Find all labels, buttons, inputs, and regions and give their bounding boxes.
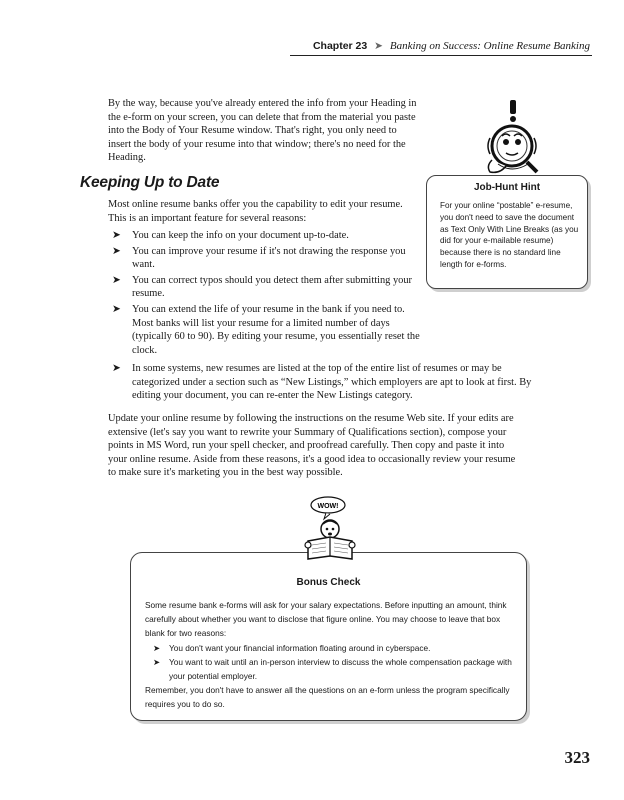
header-divider xyxy=(290,55,592,56)
running-header xyxy=(300,40,590,52)
arrow-bullet-icon: ➤ xyxy=(153,642,160,653)
feature-list xyxy=(112,229,422,359)
bonus-list xyxy=(145,641,517,684)
arrow-bullet-icon: ➤ xyxy=(112,303,121,315)
bonus-check-box xyxy=(130,552,527,721)
list-item: ➤ You can correct typos should you detect them after submitting your resume. xyxy=(112,274,413,300)
bonus-closing: Remember, you don't have to answer all the questions on an e-form unless the program specifically requires you to do so. xyxy=(145,685,510,710)
arrow-bullet-icon: ➤ xyxy=(153,656,160,667)
reading-person-icon xyxy=(296,495,366,567)
list-item: ➤ You want to wait until an in-person interview to discuss the whole compensation package with your potential employer. xyxy=(153,656,512,682)
detective-magnifier-icon xyxy=(472,98,556,182)
list-item: ➤ You can keep the info on your document up-to-date. xyxy=(112,230,349,241)
bonus-body xyxy=(145,598,517,712)
arrow-bullet-icon: ➤ xyxy=(112,274,121,286)
list-item: ➤ You don't want your financial information floating around in cyberspace. xyxy=(145,641,517,655)
hint-title: Job-Hunt Hint xyxy=(473,182,541,193)
header-arrow-icon: ➤ xyxy=(374,40,383,52)
chapter-label: Chapter 23 xyxy=(312,40,368,52)
hint-body: For your online “postable” e-resume, you don't need to save the document as Text Only With Line Breaks (as you did for your e-mailable resume) because there is no standard line length for e-forms. xyxy=(440,201,579,269)
list-item: ➤ You can improve your resume if it's not drawing the response you want. xyxy=(112,245,406,271)
bonus-title: Bonus Check xyxy=(296,577,361,588)
arrow-bullet-icon: ➤ xyxy=(112,230,121,241)
page-number: 323 xyxy=(564,748,590,767)
bonus-intro: Some resume bank e-forms will ask for your salary expectations. Before inputting an amount, think carefully about whether you want to disclose that figure online. You may choose to leave that box blank for two reasons: xyxy=(145,600,507,639)
list-item: ➤ You can extend the life of your resume in the bank if you need to. Most banks will list your resume for a limited number of days (typically 60 to 90). By editing your resume, you essentially reset the clock. xyxy=(112,303,420,356)
section-lead: Most online resume banks offer you the capability to edit your resume. This is an important feature for several reasons: xyxy=(108,199,403,224)
update-paragraph: Update your online resume by following the instructions on the resume Web site. If your edits are extensive (let's say you want to rewrite your Summary of Qualifications section), compose your points in MS Word, run your spell checker, and proofread carefully. Then copy and paste it into your online resume. Aside from these reasons, it's a good idea to occasionally review your resume to make sure it's marketing you in the best way possible. xyxy=(108,413,516,479)
wow-bubble-text: WOW! xyxy=(317,503,339,510)
feature-list-continued xyxy=(112,362,532,405)
arrow-bullet-icon: ➤ xyxy=(112,245,121,257)
section-heading: Keeping Up to Date xyxy=(80,174,220,191)
job-hunt-hint-box xyxy=(426,175,588,289)
chapter-subtitle: Banking on Success: Online Resume Banking xyxy=(389,40,590,52)
intro-paragraph: By the way, because you've already entered the info from your Heading in the e-form on your screen, you can delete that from the material you paste into the Body of Your Resume window. That's right, you only need to insert the body of your resume into that window; there's no need for the Heading. xyxy=(108,98,417,164)
arrow-bullet-icon: ➤ xyxy=(112,363,121,374)
list-item: ➤ In some systems, new resumes are listed at the top of the entire list of resumes or may be categorized under a section such as “New Listings,” which employers are apt to look at first. By editing your document, you can re-enter the New Listings category. xyxy=(112,363,532,402)
